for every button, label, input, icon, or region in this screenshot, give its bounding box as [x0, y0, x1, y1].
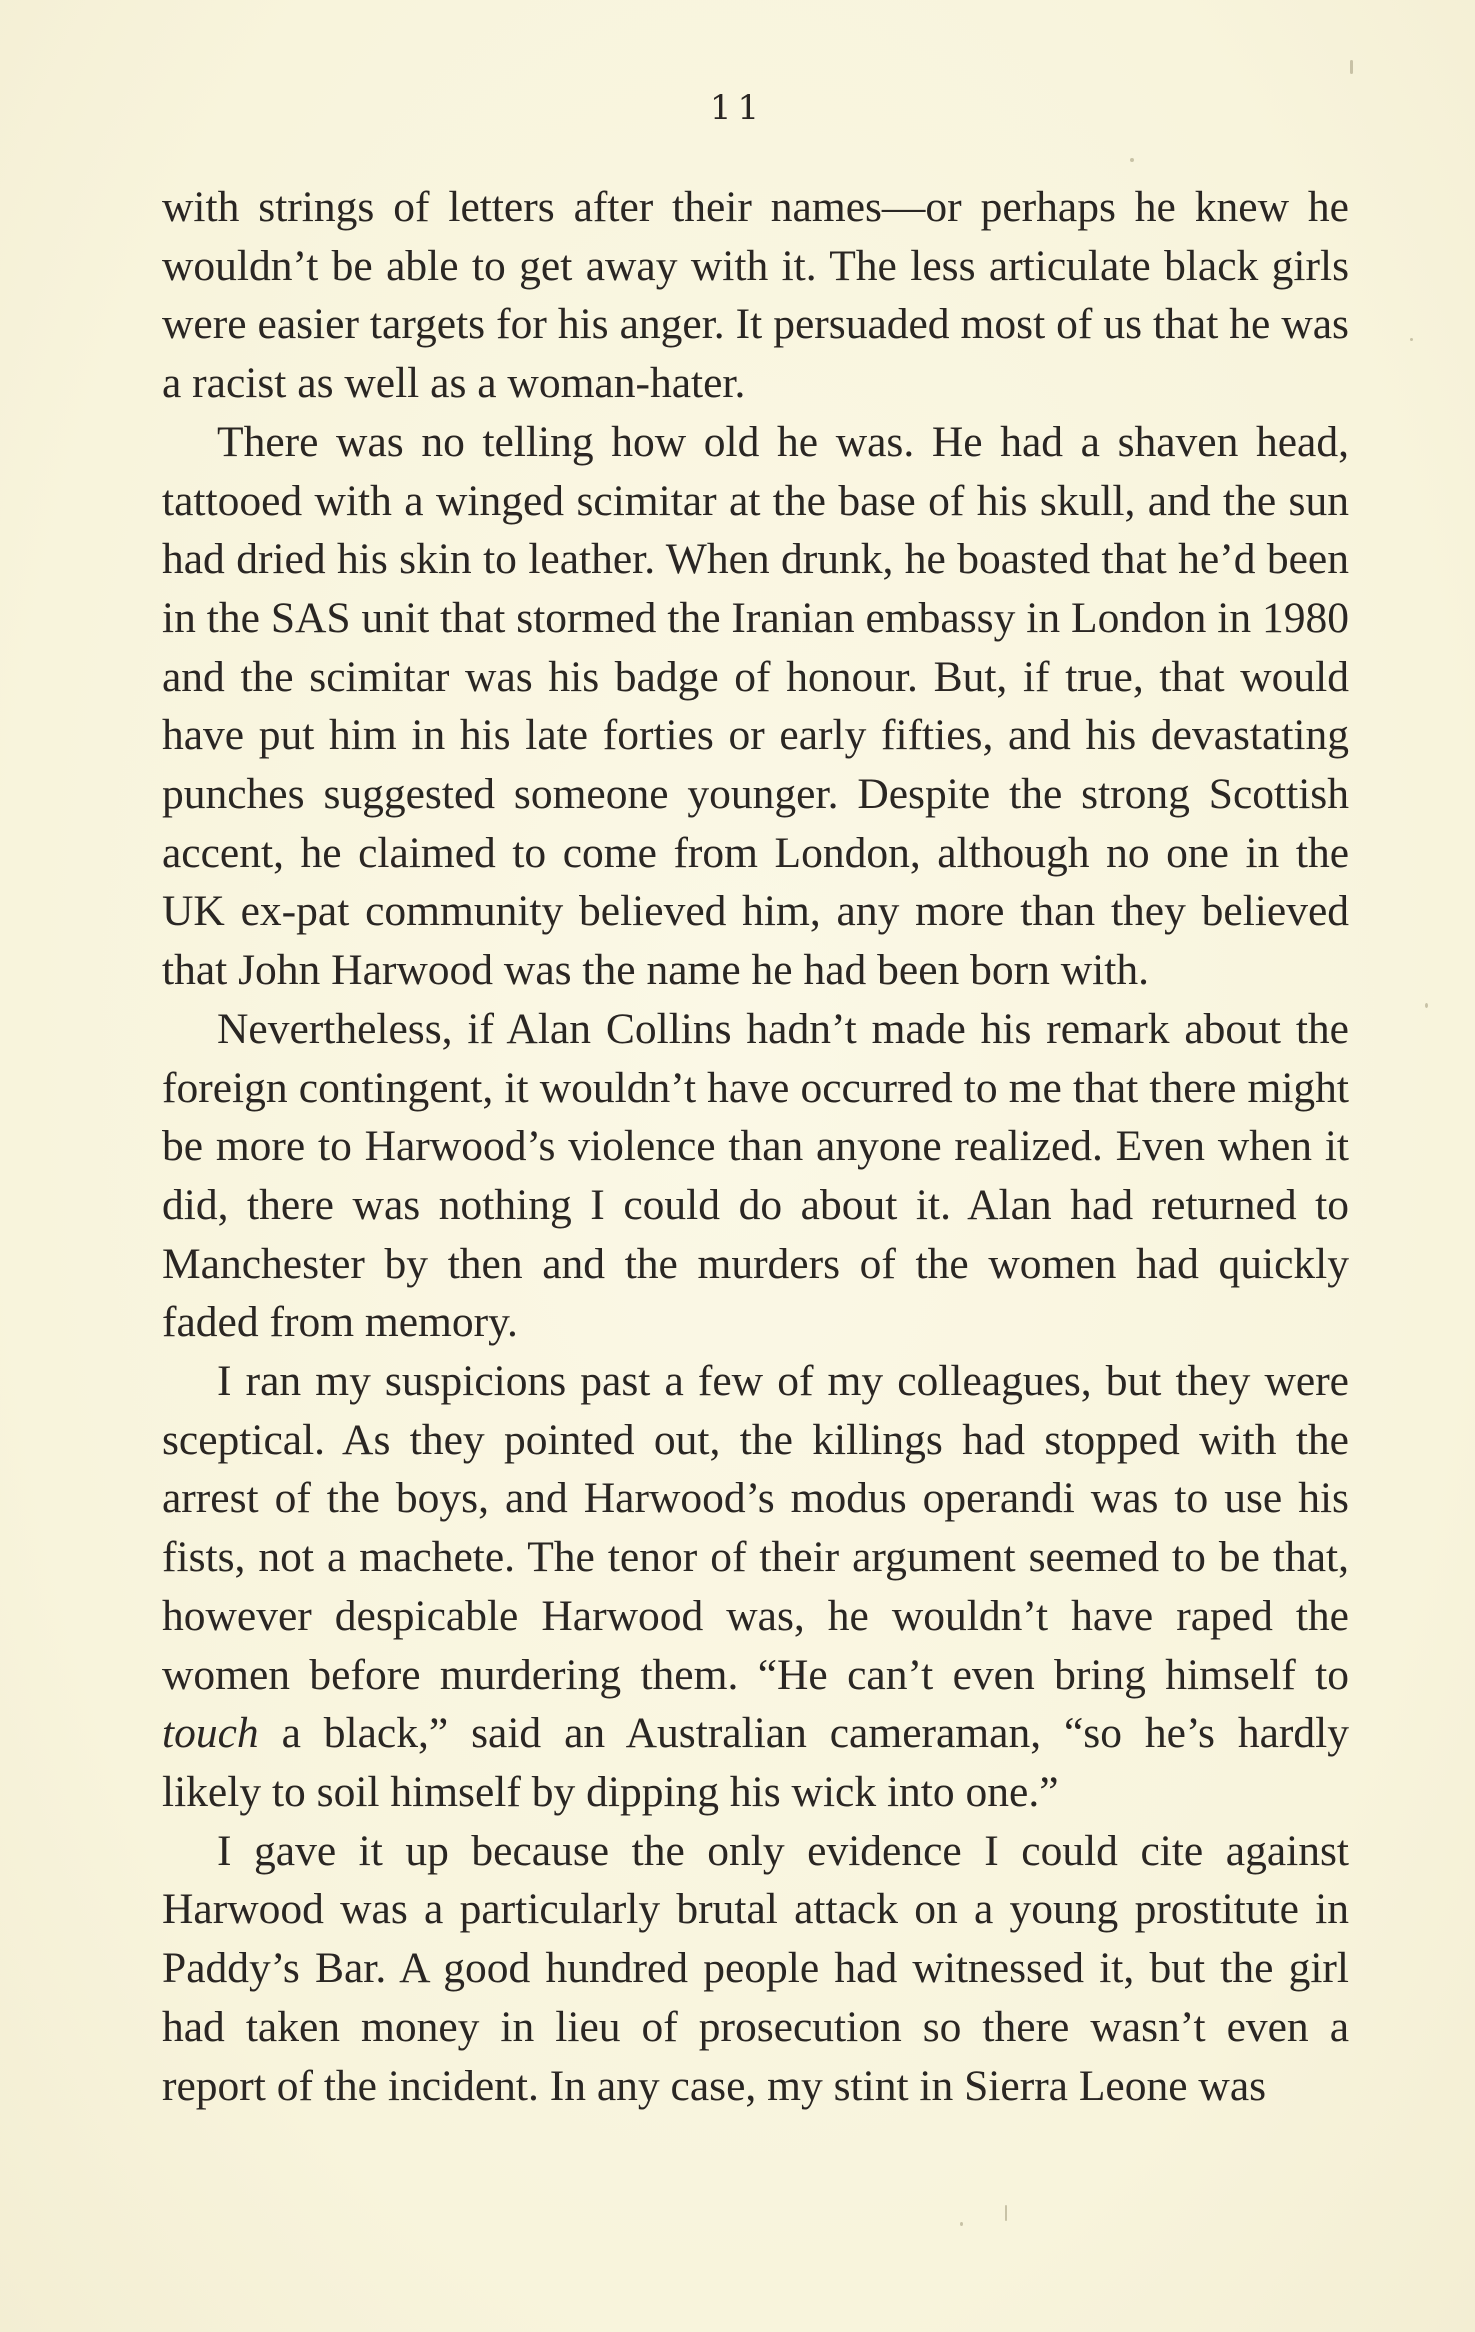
- paper-speck: [1130, 158, 1134, 162]
- paragraph-1: with strings of letters after their names—or perhaps he knew he wouldn’t be able to get away with it. The less articulate black girls were easier targets for his anger. It persuaded most of us that he was a racist as well as a woman-hater.: [162, 183, 1349, 408]
- paper-speck: [1410, 338, 1413, 341]
- paper-speck: [1350, 60, 1353, 74]
- emphasis-touch: touch: [162, 1709, 259, 1758]
- paper-speck: [960, 2222, 963, 2226]
- paragraph-4: [162, 1352, 1349, 1822]
- paragraph-4-part-1: I ran my suspicions past a few of my colleagues, but they were sceptical. As they pointed out, the killings had stopped with the arrest of the boys, and Harwood’s modus operandi was to use his fists, not a machete. The tenor of their argument seemed to be that, however despicable Harwood was, he wouldn’t have raped the women before murdering them. “He can’t even bring himself to: [162, 1357, 1349, 1699]
- body-text: [162, 178, 1349, 2115]
- paragraph-3: Nevertheless, if Alan Collins hadn’t made his remark about the foreign contingent, it wouldn’t have occurred to me that there might be more to Harwood’s violence than anyone realized. Even when it did, there was nothing I could do about it. Alan had returned to Manchester by then and the murders of the women had quickly faded from memory.: [162, 1004, 1349, 1347]
- paragraph-5: I gave it up because the only evidence I could cite against Harwood was a particularly brutal attack on a young prostitute in Paddy’s Bar. A good hundred people had witnessed it, but the girl had taken money in lieu of prosecution so there wasn’t even a report of the incident. In any case, my stint in Sierra Leone was: [162, 1826, 1349, 2110]
- paper-speck: [1005, 2205, 1007, 2221]
- paragraph-2: There was no telling how old he was. He had a shaven head, tattooed with a winged scimitar at the base of his skull, and the sun had dried his skin to leather. When drunk, he boasted that he’d been in the SAS unit that stormed the Iranian embassy in London in 1980 and the scimitar was his badge of honour. But, if true, that would have put him in his late forties or early fifties, and his devastating punches suggested someone younger. Despite the strong Scottish accent, he claimed to come from London, although no one in the UK ex-pat community believed him, any more than they believed that John Harwood was the name he had been born with.: [162, 417, 1349, 995]
- page-number: 11: [709, 88, 766, 128]
- paragraph-4-part-2: a black,” said an Australian cameraman, “so he’s hardly likely to soil himself by dipping his wick into one.”: [162, 1709, 1349, 1816]
- paper-speck: [1425, 1003, 1428, 1008]
